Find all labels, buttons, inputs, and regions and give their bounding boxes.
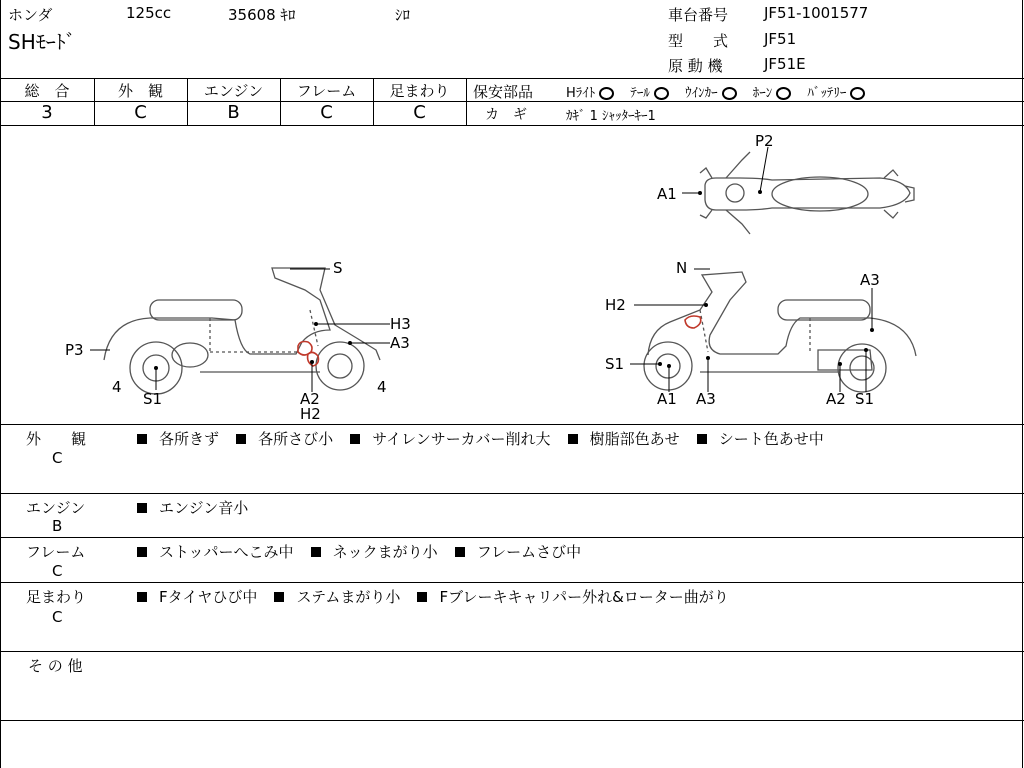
remarks-frame-items xyxy=(137,541,593,562)
remarks-suspension-items xyxy=(137,586,741,607)
bullet-square-icon xyxy=(455,547,465,557)
remark-item: ストッパーへこみ中 xyxy=(137,541,294,562)
bullet-square-icon xyxy=(350,434,360,444)
remarks-frame-grade: C xyxy=(52,562,63,580)
label-S1: S1 xyxy=(605,355,625,373)
bullet-square-icon xyxy=(274,592,284,602)
remarks-suspension-grade: C xyxy=(52,608,63,626)
ok-circle-icon xyxy=(722,87,737,100)
label-S1: S1 xyxy=(855,390,875,408)
label-A3: A3 xyxy=(696,390,716,408)
bullet-square-icon xyxy=(137,503,147,513)
model-name: SHﾓｰﾄﾞ xyxy=(8,30,76,54)
bullet-square-icon xyxy=(236,434,246,444)
remarks-exterior-grade: C xyxy=(52,449,63,467)
frame-grade-label: フレーム xyxy=(296,82,357,100)
ok-circle-icon xyxy=(654,87,669,100)
damage-mark xyxy=(685,316,701,328)
remark-item: 各所さび小 xyxy=(236,428,333,449)
safety-item-tail: ﾃｰﾙ xyxy=(630,86,669,101)
divider xyxy=(466,101,1024,102)
mileage: 35608 ｷﾛ xyxy=(228,6,296,24)
divider xyxy=(0,651,1024,652)
remarks-other-label: そ の 他 xyxy=(28,657,83,675)
remark-item: Fブレーキキャリパー外れ&ローター曲がり xyxy=(417,586,728,607)
divider xyxy=(0,582,1024,583)
label-A3: A3 xyxy=(860,271,880,289)
safety-items xyxy=(566,82,865,101)
damage-diagram xyxy=(0,126,1022,424)
frame-grade: C xyxy=(320,102,333,123)
label-P2: P2 xyxy=(755,132,774,150)
label-H3: H3 xyxy=(390,315,411,333)
maker: ホンダ xyxy=(8,6,53,24)
label-A2: A2 xyxy=(300,390,320,408)
divider xyxy=(0,720,1024,721)
engine-label: 原 動 機 xyxy=(668,57,723,75)
bullet-square-icon xyxy=(568,434,578,444)
label-4: 4 xyxy=(112,378,122,396)
engine-value: JF51E xyxy=(764,55,806,73)
type-label: 型 式 xyxy=(668,32,729,50)
left-side-scooter xyxy=(104,268,380,394)
remark-item: ネックまがり小 xyxy=(311,541,438,562)
remark-item: 樹脂部色あせ xyxy=(568,428,680,449)
divider xyxy=(0,537,1024,538)
remark-item: サイレンサーカバー削れ大 xyxy=(350,428,550,449)
divider xyxy=(466,78,467,125)
bullet-square-icon xyxy=(137,547,147,557)
label-N: N xyxy=(676,259,688,277)
displacement: 125cc xyxy=(126,4,172,22)
remark-item: シート色あせ中 xyxy=(697,428,824,449)
label-4: 4 xyxy=(377,378,387,396)
label-P3: P3 xyxy=(65,341,84,359)
remarks-engine-label: エンジン xyxy=(26,499,86,517)
label-A3: A3 xyxy=(390,334,410,352)
suspension-grade: C xyxy=(413,102,426,123)
frame-no-label: 車台番号 xyxy=(668,6,729,24)
key-label: カ ギ xyxy=(485,107,527,123)
label-H2: H2 xyxy=(300,405,321,423)
type-value: JF51 xyxy=(764,30,797,48)
bullet-square-icon xyxy=(137,592,147,602)
safety-item-horn: ﾎｰﾝ xyxy=(753,86,792,101)
remarks-exterior-label: 外 観 xyxy=(26,430,87,448)
remark-item: エンジン音小 xyxy=(137,497,248,518)
ok-circle-icon xyxy=(776,87,791,100)
top-view-scooter xyxy=(700,152,914,234)
bullet-square-icon xyxy=(311,547,321,557)
ok-circle-icon xyxy=(599,87,614,100)
label-A2: A2 xyxy=(826,390,846,408)
exterior-label: 外 観 xyxy=(117,82,163,100)
label-H2: H2 xyxy=(605,296,626,314)
frame-no: JF51-1001577 xyxy=(764,4,869,22)
overall-grade: 3 xyxy=(41,102,53,123)
remark-item: 各所きず xyxy=(137,428,219,449)
bullet-square-icon xyxy=(697,434,707,444)
exterior-grade: C xyxy=(134,102,147,123)
key-value: ｶｷﾞ 1 ｼｬｯﾀｰｷｰ1 xyxy=(566,109,656,124)
divider xyxy=(0,493,1024,494)
remarks-frame-label: フレーム xyxy=(26,543,86,561)
ok-circle-icon xyxy=(850,87,865,100)
engine-grade: B xyxy=(227,102,240,123)
divider xyxy=(0,424,1024,425)
remark-item: Fタイヤひび中 xyxy=(137,586,257,607)
remarks-engine-grade: B xyxy=(52,517,63,535)
engine-grade-label: エンジン xyxy=(203,82,264,100)
border-right xyxy=(1022,0,1023,768)
safety-label: 保安部品 xyxy=(473,83,534,101)
right-side-scooter xyxy=(644,272,916,392)
overall-label: 総 合 xyxy=(24,82,70,100)
divider xyxy=(0,78,1024,79)
remarks-engine-items xyxy=(137,497,260,518)
remarks-suspension-label: 足まわり xyxy=(26,588,87,606)
label-A1: A1 xyxy=(657,390,677,408)
remark-item: フレームさび中 xyxy=(455,541,581,562)
safety-item-battery: ﾊﾞｯﾃﾘｰ xyxy=(807,86,865,101)
label-S: S xyxy=(333,259,343,277)
remarks-exterior-items xyxy=(137,428,836,449)
bullet-square-icon xyxy=(417,592,427,602)
label-S1: S1 xyxy=(143,390,163,408)
suspension-grade-label: 足まわり xyxy=(389,82,450,100)
safety-item-headlight: Hﾗｲﾄ xyxy=(566,86,614,101)
label-A1: A1 xyxy=(657,185,677,203)
safety-item-winker: ｳｲﾝｶｰ xyxy=(685,86,737,101)
body-color: ｼﾛ xyxy=(395,6,411,24)
bullet-square-icon xyxy=(137,434,147,444)
remark-item: ステムまがり小 xyxy=(274,586,400,607)
